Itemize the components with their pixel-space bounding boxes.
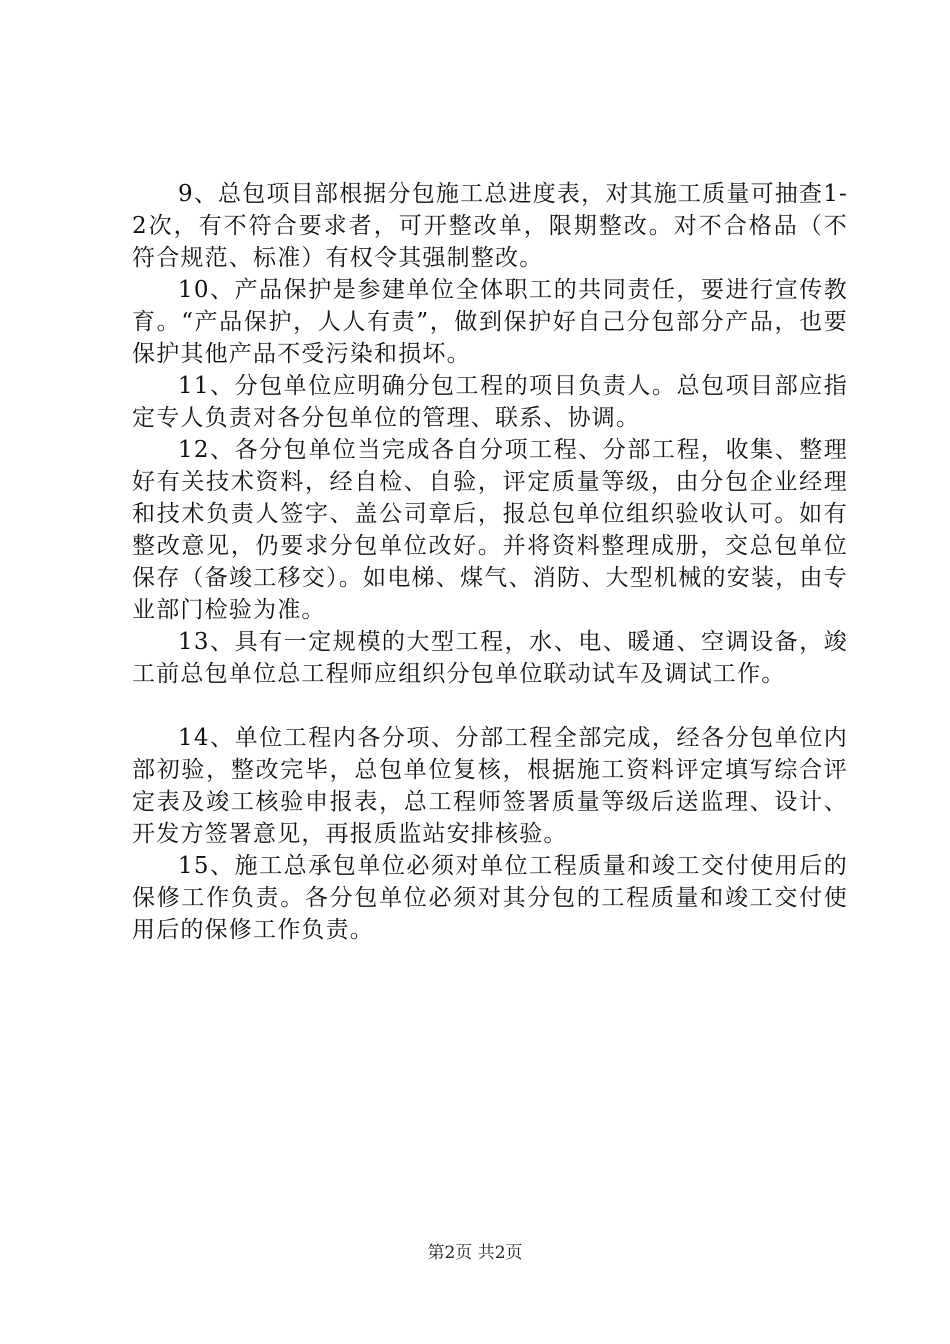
document-body (132, 178, 848, 946)
paragraph-item-14: 14、单位工程内各分项、分部工程全部完成，经各分包单位内部初验，整改完毕，总包单位复核，根据施工资料评定填写综合评定表及竣工核验申报表，总工程师签署质量等级后送监理、设计、开发方签署意见，再报质监站安排核验。 (132, 725, 848, 847)
paragraph-item-13: 13、具有一定规模的大型工程，水、电、暖通、空调设备，竣工前总包单位总工程师应组织分包单位联动试车及调试工作。 (132, 629, 848, 687)
page-number-footer: 第2页 共2页 (427, 1243, 523, 1263)
paragraph-item-15: 15、施工总承包单位必须对单位工程质量和竣工交付使用后的保修工作负责。各分包单位必须对其分包的工程质量和竣工交付使用后的保修工作负责。 (132, 853, 848, 943)
paragraph-item-11: 11、分包单位应明确分包工程的项目负责人。总包项目部应指定专人负责对各分包单位的管理、联系、协调。 (132, 373, 848, 431)
paragraph-item-12: 12、各分包单位当完成各自分项工程、分部工程，收集、整理好有关技术资料，经自检、自验，评定质量等级，由分包企业经理和技术负责人签字、盖公司章后，报总包单位组织验收认可。如有整改意见，仍要求分包单位改好。并将资料整理成册，交总包单位保存（备竣工移交）。如电梯、煤气、消防、大型机械的安装，由专业部门检验为准。 (132, 437, 848, 623)
paragraph-item-10: 10、产品保护是参建单位全体职工的共同责任，要进行宣传教育。“产品保护，人人有责”，做到保护好自己分包部分产品，也要保护其他产品不受污染和损坏。 (132, 277, 848, 367)
paragraph-item-9: 9、总包项目部根据分包施工总进度表，对其施工质量可抽查1-2次，有不符合要求者，可开整改单，限期整改。对不合格品（不符合规范、标准）有权令其强制整改。 (132, 181, 848, 271)
